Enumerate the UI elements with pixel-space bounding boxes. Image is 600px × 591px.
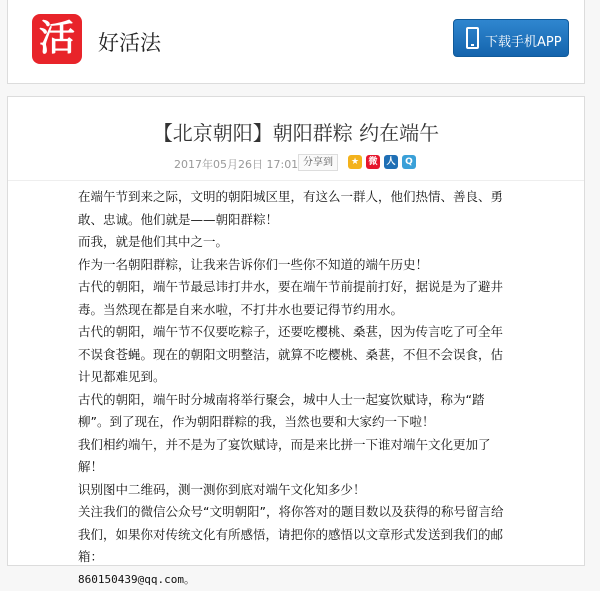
article-content [78, 186, 513, 591]
renren-icon[interactable]: 人 [384, 155, 398, 169]
paragraph: 我们相约端午，并不是为了宴饮赋诗，而是来比拼一下谁对端午文化更加了解！ [78, 434, 513, 479]
logo[interactable]: 活 [32, 14, 82, 64]
weibo-icon[interactable]: 微 [366, 155, 380, 169]
phone-icon [466, 27, 479, 49]
qzone-icon[interactable]: ★ [348, 155, 362, 169]
paragraph: 识别图中二维码，测一测你到底对端午文化知多少！ [78, 479, 513, 502]
brand-name[interactable]: 好活法 [98, 27, 161, 57]
email-address: 860150439@qq.com。 [78, 569, 513, 591]
paragraph: 在端午节到来之际，文明的朝阳城区里，有这么一群人，他们热情、善良、勇敢、忠诚。他们就是——朝阳群粽！ [78, 186, 513, 231]
paragraph: 关注我们的微信公众号“文明朝阳”，将你答对的题目数以及获得的称号留言给我们，如果你对传统文化有所感悟，请把你的感悟以文章形式发送到我们的邮箱： [78, 501, 513, 569]
paragraph: 古代的朝阳，端午节最忌讳打井水，要在端午节前提前打好，据说是为了避井毒。当然现在都是自来水啦，不打井水也要记得节约用水。 [78, 276, 513, 321]
paragraph: 古代的朝阳，端午节不仅要吃粽子，还要吃樱桃、桑葚，因为传言吃了可全年不误食苍蝇。现在的朝阳文明整洁，就算不吃樱桃、桑葚，不但不会误食，估计见都难见到。 [78, 321, 513, 389]
download-app-button[interactable] [453, 19, 569, 57]
paragraph: 而我，就是他们其中之一。 [78, 231, 513, 254]
publish-date: 2017年05月26日 17:01 [174, 156, 298, 172]
article-title: 【北京朝阳】朝阳群粽 约在端午 [8, 117, 584, 146]
article-card [7, 96, 585, 566]
site-header [7, 0, 585, 84]
download-app-label: 下载手机APP [485, 31, 562, 50]
paragraph: 古代的朝阳，端午时分城南将举行聚会，城中人士一起宴饮赋诗，称为“踏柳”。到了现在，作为朝阳群粽的我，当然也要和大家约一下啦！ [78, 389, 513, 434]
paragraph: 作为一名朝阳群粽，让我来告诉你们一些你不知道的端午历史！ [78, 254, 513, 277]
divider [8, 180, 584, 181]
share-label: 分享到 [298, 154, 338, 171]
tencent-icon[interactable]: Q [402, 155, 416, 169]
